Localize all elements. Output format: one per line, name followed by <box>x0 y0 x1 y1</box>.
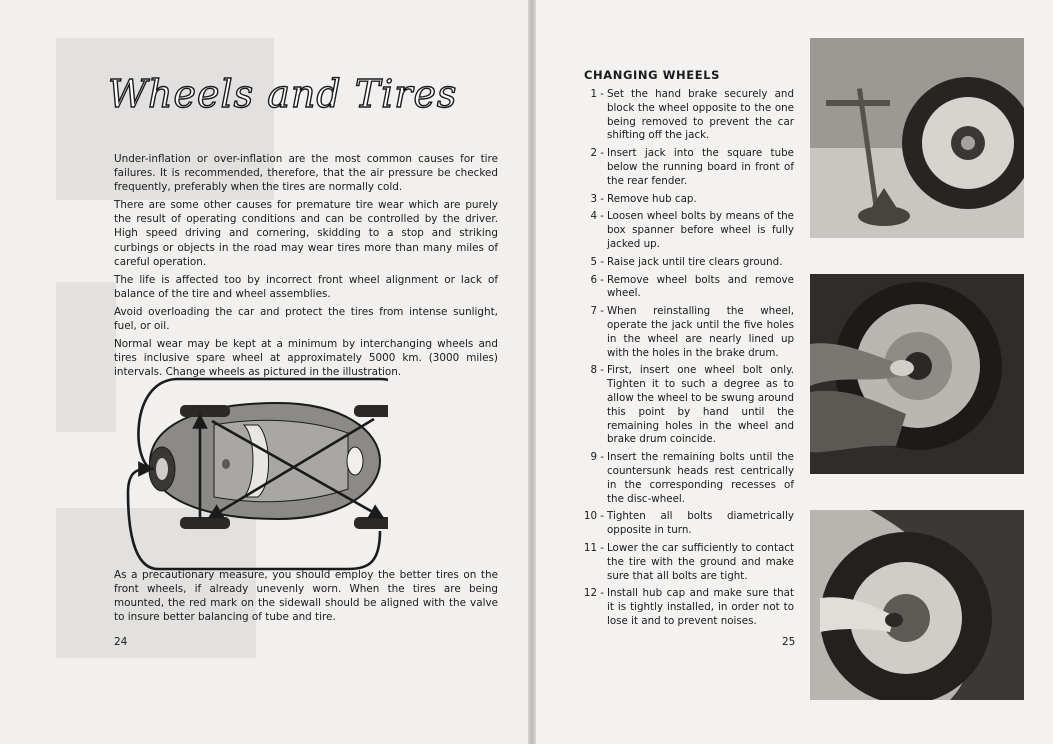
car-body-outline <box>150 403 380 519</box>
section-heading: CHANGING WHEELS <box>584 68 721 82</box>
bleed-through-shadow <box>56 282 116 432</box>
wheel-rear-right <box>354 517 388 529</box>
list-item <box>582 88 794 143</box>
wheel-rear-left <box>354 405 388 417</box>
wheel-change-steps <box>582 88 794 633</box>
wheel-rotation-diagram <box>118 373 388 573</box>
step-text: When reinstalling the wheel, operate the jack until the five holes in the wheel are nearly lined up with the holes in the brake drum. <box>607 305 794 359</box>
list-item <box>582 587 794 628</box>
step-number: 1 - <box>590 88 604 100</box>
step-number: 2 - <box>590 147 604 160</box>
step-text: Remove hub cap. <box>607 192 697 205</box>
step-number: 5 - <box>590 255 604 268</box>
step-number: 3 - <box>590 192 604 205</box>
step-text: Raise jack until tire clears ground. <box>607 255 783 268</box>
step-text: Remove wheel bolts and remove wheel. <box>607 273 794 300</box>
page-number-left: 24 <box>114 636 128 648</box>
step-number: 4 - <box>590 210 604 223</box>
step-text: Insert jack into the square tube below the running board in front of the rear fender. <box>607 147 794 187</box>
step-text: Install hub cap and make sure that it is tightly installed, in order not to lose it and to prevent noises. <box>607 587 794 627</box>
caption-text: As a precautionary measure, you should employ the better tires on the front wheels, if already unevenly worn. When the tires are being mounted, the red mark on the sidewall should be aligned with the valve to insure better balancing of tube and tire. <box>114 569 498 624</box>
step-number: 6 - <box>590 273 604 286</box>
step-number: 9 - <box>590 451 604 464</box>
step-number: 7 - <box>590 305 604 318</box>
jack-photo <box>810 38 1024 238</box>
spare-wheel-hub <box>156 458 168 480</box>
page-title: Wheels and Tires <box>108 72 458 116</box>
book-gutter <box>528 0 536 744</box>
list-item <box>582 256 794 270</box>
paragraph: There are some other causes for premature tire wear which are purely the result of operating conditions and can be controlled by the driver. High speed driving and cornering, skidding to a stop and striking curbings or objects in the road may wear tires more than many miles of careful operation. <box>114 199 498 268</box>
page-number-right: 25 <box>782 636 796 648</box>
step-text: Set the hand brake securely and block the wheel opposite to the one being removed to prevent the car shifting off the jack. <box>607 88 794 142</box>
step-text: Insert the remaining bolts until the countersunk heads rest centrically in the corresponding recesses of the disc-wheel. <box>607 451 794 505</box>
wheel-front-right <box>180 517 230 529</box>
list-item <box>582 542 794 583</box>
step-number: 12 - <box>583 587 604 600</box>
step-number: 8 - <box>590 364 604 377</box>
installing-hub-cap-photo <box>810 510 1024 700</box>
list-item <box>582 305 794 360</box>
wheel-front-left <box>180 405 230 417</box>
paragraph: The life is affected too by incorrect front wheel alignment or lack of balance of the tire and wheel assemblies. <box>114 273 498 300</box>
list-item <box>582 510 794 538</box>
paragraph: Under-inflation or over-inflation are the most common causes for tire failures. It is recommended, therefore, that the air pressure be checked frequently, preferably when the tires are normally cold. <box>114 153 498 194</box>
step-text: Loosen wheel bolts by means of the box spanner before wheel is fully jacked up. <box>607 210 794 250</box>
list-item <box>582 274 794 302</box>
step-text: Tighten all bolts diametrically opposite in turn. <box>607 510 794 537</box>
step-number: 10 - <box>583 510 604 523</box>
step-text: First, insert one wheel bolt only. Tighten it to such a degree as to allow the wheel to be swung around this point by hand until the remaining holes in the wheel and brake drum coincide. <box>607 364 794 446</box>
step-text: Lower the car sufficiently to contact the tire with the ground and make sure that all bolts are tight. <box>607 541 794 582</box>
step-number: 11 - <box>583 541 604 554</box>
list-item <box>582 451 794 506</box>
paragraph: Avoid overloading the car and protect the tires from intense sunlight, fuel, or oil. <box>114 305 498 333</box>
tire-care-text <box>114 152 498 383</box>
list-item <box>582 193 794 207</box>
paragraph: Normal wear may be kept at a minimum by interchanging wheels and tires inclusive spare wheel at approximately 5000 km. (3000 miles) intervals. Change wheels as pictured in the illustration. <box>114 338 498 379</box>
list-item <box>582 210 794 251</box>
list-item <box>582 364 794 447</box>
loosening-bolts-photo <box>810 274 1024 474</box>
list-item <box>582 147 794 188</box>
